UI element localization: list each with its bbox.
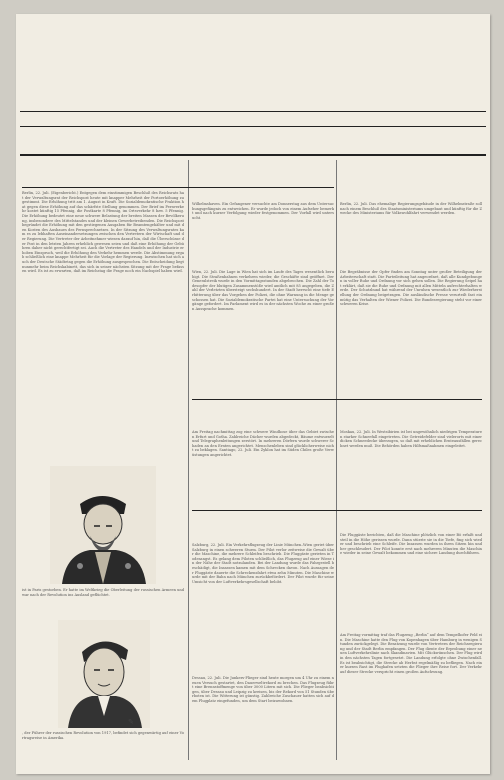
article-body-flugzeugkurs: Am Freitag vormittag traf das Flugzeug „Berlin“ auf dem Tempelhofer Feld ein. Die Maschine hatte den Flug von Kopenhagen über Hamburg in wenigen Stunden zurückgelegt. Die Besatzung wurde von Vertretern der Reichsregierung und der Stadt Berlin empfangen. Der Flug diente der Erprobung einer neuen Luftverkehrslinie nach Skandinavien. Mit Glückwünschen. Der Flug wird in den nächsten Tagen fortgesetzt. Die Landung erfolgte ohne Zwischenfall. Es ist beabsichtigt, die Strecke ab Herbst regelmäßig zu befliegen. Nach einer kurzen Rast im Flughafen setzten die Flieger ihre Reise fort. Der Verkehr auf dieser Strecke verspricht einen großen Aufschwung. [340,633,482,674]
header-rule-bottom [20,154,486,156]
portrait-photo-2 [58,620,150,728]
column-divider-1 [188,160,189,760]
portrait-photo-1 [50,466,156,584]
article-body-porto: Berlin, 22. Juli. (Eigenbericht.) Entgegen dem einstimmigen Beschluß des Reichsrats hat der Verwaltungsrat der Reichspost heute mit knapper Mehrheit der Portoerhöhung zugestimmt. Die Erhöhung tritt am 1. August in Kraft. Die Sozialdemokratische Fraktion hat gegen diese Erhöhung auf das schärfste Stellung genommen. Der Brief im Fernverkehr kostet künftig 15 Pfennig, die Postkarte 8 Pfennig, im Ortsverkehr 8 bzw. 5 Pfennig. Die Erhöhung bedeutet eine neue schwere Belastung der breiten Massen der Bevölkerung, insbesondere des Mittelstandes und der kleinen Gewerbetreibenden. Die Reichspost begründet die Erhöhung mit den gestiegenen Ausgaben für Beamtengehälter und mit den Kosten des Ausbaues des Fernsprechnetzes. In der Sitzung des Verwaltungsrates kam es zu lebhaften Auseinandersetzungen zwischen den Vertretern der Wirtschaft und der Regierung. Die Vertreter der Arbeitnehmer wiesen darauf hin, daß die Überschüsse der Post in den letzten Jahren erheblich gewesen seien und daß eine Erhöhung der Gebühren daher nicht gerechtfertigt sei. Auch die Vertreter des Handels und der Industrie erhoben Einspruch, weil die Erhöhung den Verkehr hemmen werde. Die Abstimmung ergab schließlich eine knappe Mehrheit für die Vorlage der Regierung. Inzwischen hat sich auch der Deutsche Städtetag gegen die Erhöhung ausgesprochen. Die Entscheidung liegt nunmehr beim Reichskabinett, das sich in seiner nächsten Sitzung mit der Frage befassen wird. Es ist zu erwarten, daß im Reichstag die Frage noch ein Nachspiel haben wird. [22,191,184,274]
article-body-flugzeug: Salzburg, 22. Juli. Ein Verkehrsflugzeug der Linie München–Wien geriet über Salzburg in einen schweren Sturm. Der Pilot verlor zeitweise die Gewalt über die Maschine, die mehrere Schleifen beschrieb. Die Fluggäste gerieten in Todesangst. Es gelang dem Piloten schließlich, das Flugzeug auf einer Wiese in der Nähe der Stadt notzulanden. Bei der Landung wurde das Fahrgestell beschädigt, die Insassen kamen mit dem Schrecken davon. Nach Aussagen der Fluggäste dauerte die Schreckensfahrt etwa zehn Minuten. Die Maschine wurde mit der Bahn nach München zurückbefördert. Der Pilot wurde für seine Umsicht von der Luftverkehrsgesellschaft belobt. [192,543,334,584]
right-contact [414,129,486,147]
header-rule-top [20,111,486,112]
article-body-windhose-1: Am Freitag nachmittag zog eine schwere Windhose über das Gebiet zwischen Erfurt und Gotha. Zahlreiche Dächer wurden abgedeckt, Bäume entwurzelt und Telegraphenleitungen zerstört. In mehreren Dörfern wurde schwerer Schaden an den Ernten angerichtet. Menschenleben sind glücklicherweise nicht zu beklagen. Santiago, 22. Juli. Ein Zyklon hat im Süden Chiles große Verwüstungen angerichtet. [192,430,334,457]
article-body-wien-1: Wien, 22. Juli. Die Lage in Wien hat sich im Laufe des Tages wesentlich beruhigt. Die Straßenbahnen verkehren wieder, die Geschäfte sind geöffnet. Der Generalstreik wurde in den Vormittagsstunden abgebrochen. Die Zahl der Todesopfer der blutigen Zusammenstöße wird amtlich mit 85 angegeben, die Zahl der Verletzten übersteigt sechshundert. In der Stadt herrscht eine tiefe Erbitterung über das Vorgehen der Polizei, die ohne Warnung in die Menge geschossen hat. Die Sozialdemokratische Partei hat eine Untersuchung der Vorgänge gefordert. Im Parlament wird es in der nächsten Woche zu einer großen Aussprache kommen. [192,270,334,311]
header-rule-mid [20,126,486,127]
article-body-preussen: Berlin, 22. Juli. Das ehemalige Regierungsgebäude in der Wilhelmstraße soll nach einem Beschluß des Staatsministeriums umgebaut und künftig für die Zwecke des Ministeriums für Volkswohlfahrt verwendet werden. [340,202,482,216]
caption-photo-2: , der Führer der russischen Revolution von 1917, befindet sich gegenwärtig auf einer Vortragsreise in Amerika. [22,731,184,740]
portrait-illustration-icon [50,466,156,584]
article-body-rekord: Dessau, 22. Juli. Die Junkers-Flieger sind heute morgen um 4 Uhr zu einem neuen Versuch gestartet, den Dauerweltrekord zu brechen. Das Flugzeug führt eine Brennstoffmenge von über 3000 Litern mit sich. Die Flieger beabsichtigen, über Dessau und Leipzig zu kreisen, bis der Rekord von 51 Stunden überboten ist. Die Witterung ist günstig. Zahlreiche Zuschauer hatten sich auf dem Flugplatz eingefunden, um dem Start beizuwohnen. [192,676,334,703]
section-rule-1 [192,399,482,400]
portrait-illustration-icon [58,620,150,728]
article-body-windhose-2: Moskau, 22. Juli. In Westsibirien ist bei ungewöhnlich niedrigen Temperaturen starker Schneefall eingetreten. Die Getreidefelder sind vielerorts mit einer dicken Schneedecke überzogen, so daß mit erheblichen Ernteausfällen gerechnet werden muß. Die Behörden haben Hilfsmaßnahmen eingeleitet. [340,430,482,448]
section-rule-2 [192,510,482,511]
caption-photo-1: ist in Paris gestorben. Er hatte im Weltkrieg die Oberleitung der russischen Armeen und war nach der Revolution ins Ausland geflüchtet. [22,588,184,597]
svg-text:✎: ✎ [128,718,134,726]
headline-rule [22,187,334,188]
advertising-box [414,69,486,109]
subscription-box [22,69,104,109]
left-contact [22,129,104,147]
newspaper-page [16,14,490,774]
article-body-schleifen-right: Die Fluggäste berichten, daß die Maschine plötzlich von einer Bö erfaßt und steil in die Höhe gerissen wurde. Dann stürzte sie in die Tiefe, fing sich wieder und beschrieb eine Schleife. Die Insassen wurden in ihren Sitzen hin und her geschleudert. Der Pilot konnte erst nach mehreren Minuten die Maschine wieder in seine Gewalt bekommen und eine sichere Landung durchführen. [340,533,482,556]
column-divider-2 [336,160,337,760]
article-body-flucht: Wilhelmshaven. Ein Gefangener versuchte am Donnerstag aus dem Untersuchungsgefängnis zu entweichen. Er wurde jedoch von einem Aufseher bemerkt und nach kurzer Verfolgung wieder festgenommen. Der Vorfall wird untersucht. [192,202,334,220]
article-body-wien-2: Die Begräbnisse der Opfer finden am Sonntag unter großer Beteiligung der Arbeiterschaft statt. Die Parteileitung hat angeordnet, daß alle Kundgebungen in voller Ruhe und Ordnung vor sich gehen sollen. Die Regierung Seipel hat erklärt, daß sie die Ruhe und Ordnung mit allen Mitteln aufrechterhalten werde. Der Schutzbund hat während der Unruhen wesentlich zur Wiederherstellung der Ordnung beigetragen. Die ausländische Presse verurteilt fast einmütig das Verhalten der Wiener Polizei. Die Bundesregierung steht vor einer schweren Krise. [340,270,482,307]
